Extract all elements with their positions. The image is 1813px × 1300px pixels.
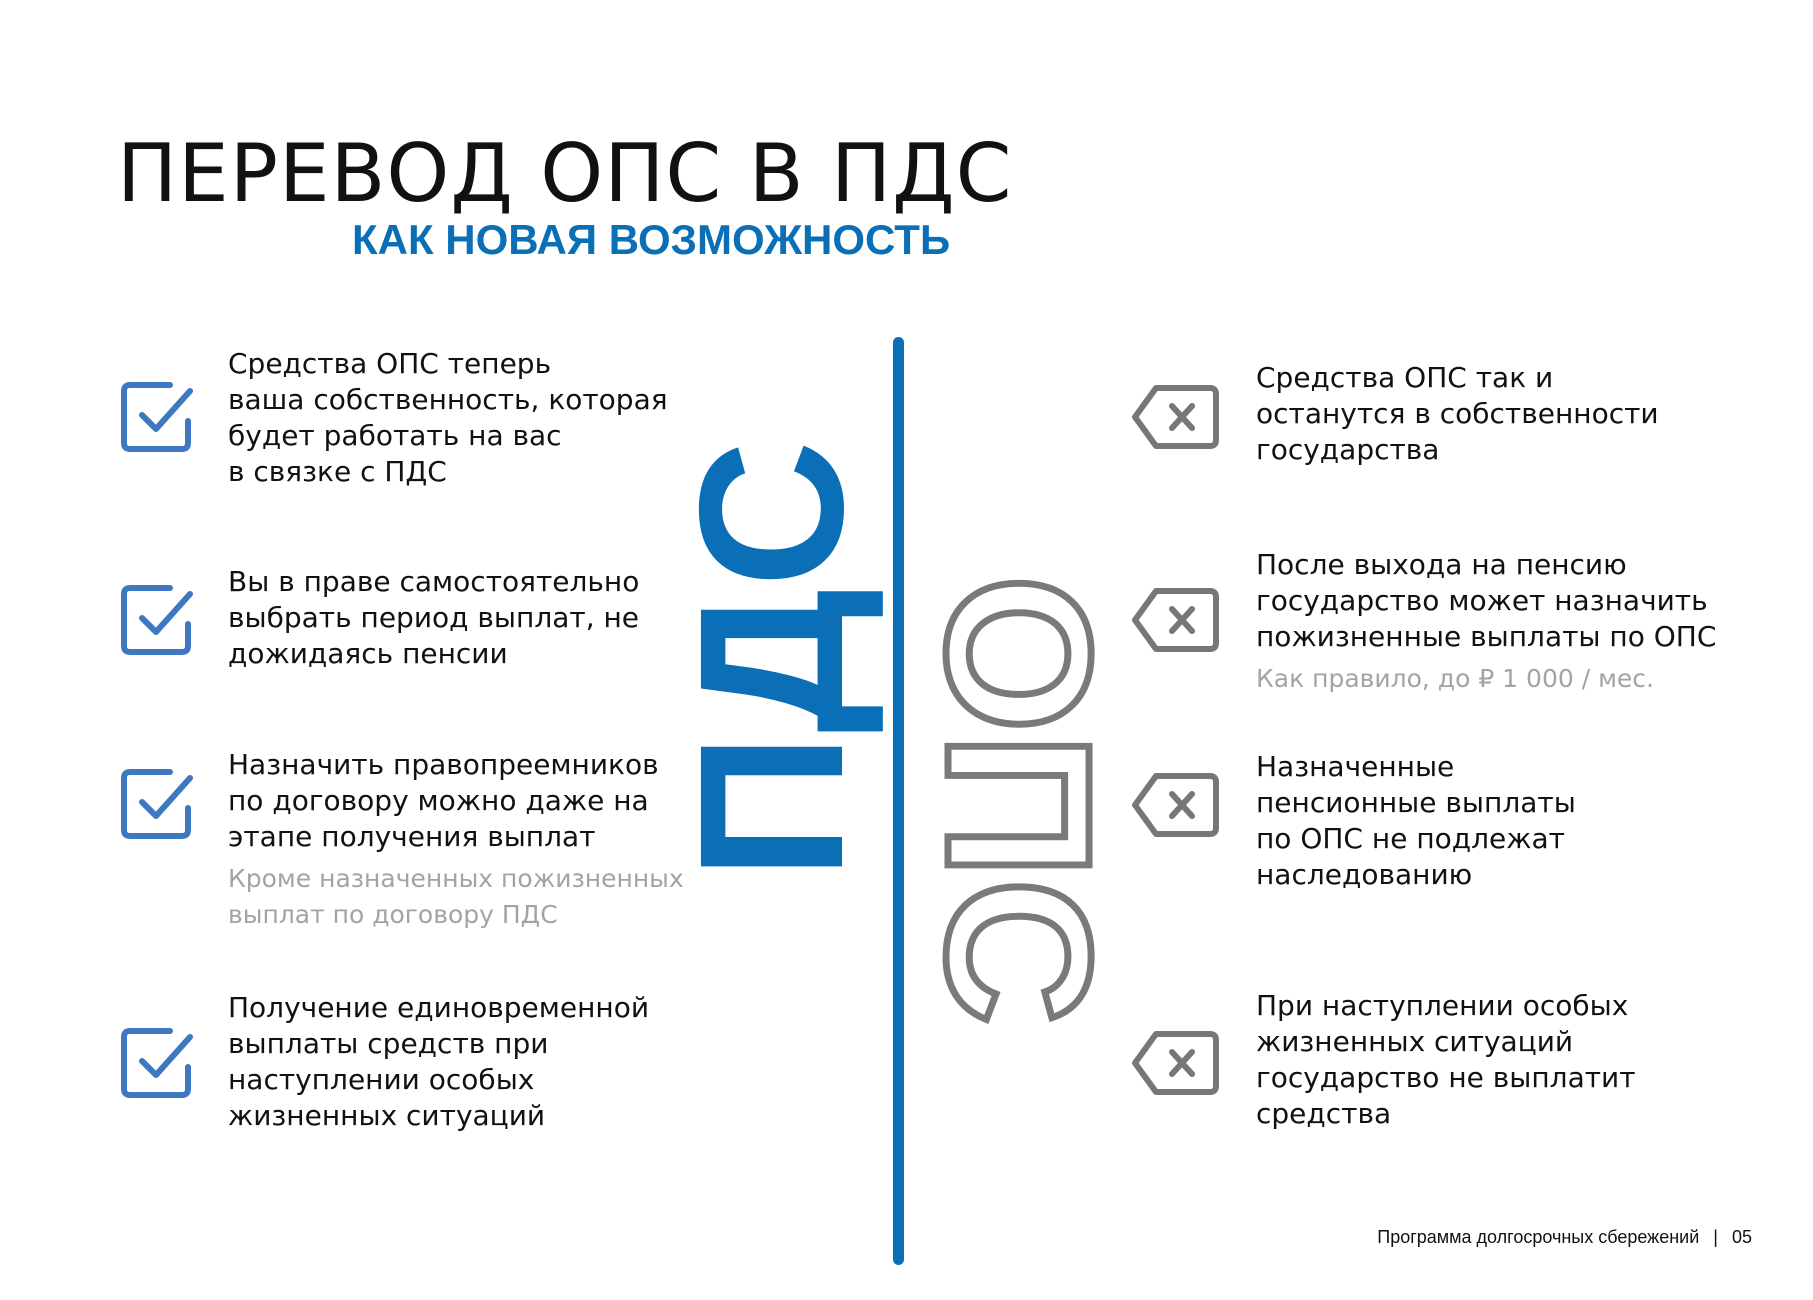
ops-item [1256,749,1796,893]
checkbox-check-icon [118,580,198,660]
page-number: 05 [1731,1227,1752,1247]
ops-item [1256,547,1796,697]
ops-item-text: При наступлении особых жизненных ситуаций государство не выплатит средства [1256,989,1636,1130]
center-divider [893,337,904,1265]
pds-vertical-label [657,420,886,890]
footer-separator: | [1713,1227,1718,1247]
footer-program-name: Программа долгосрочных сбережений [1377,1227,1700,1247]
page-subtitle: КАК НОВАЯ ВОЗМОЖНОСТЬ [352,216,951,263]
pds-item-note: Кроме назначенных пожизненных выплат по договору ПДС [228,864,684,929]
backspace-x-icon [1130,382,1222,452]
ops-item-text: Назначенные пенсионные выплаты по ОПС не подлежат наследованию [1256,750,1576,891]
ops-item [1256,988,1796,1132]
backspace-x-icon [1130,1028,1222,1098]
ops-item-text: Средства ОПС так и останутся в собственности государства [1256,361,1659,466]
pds-item-text: Получение единовременной выплаты средств при наступлении особых жизненных ситуаций [228,991,650,1132]
checkbox-check-icon [118,764,198,844]
checkbox-check-icon [118,377,198,457]
pds-label-text: ПДС [657,438,886,880]
ops-item-note: Как правило, до ₽ 1 000 / мес. [1256,664,1654,693]
backspace-x-icon [1130,770,1222,840]
pds-item-text: Вы в праве самостоятельно выбрать период выплат, не дожидаясь пенсии [228,565,640,670]
ops-item [1256,360,1796,468]
ops-vertical-label [904,565,1133,1035]
backspace-x-icon [1130,585,1222,655]
checkbox-check-icon [118,1023,198,1103]
pds-item [228,990,768,1134]
pds-item-text: Назначить правопреемников по договору можно даже на этапе получения выплат [228,748,659,853]
ops-label-text: ОПС [904,575,1133,1030]
page-footer [1377,1225,1752,1249]
pds-item-text: Средства ОПС теперь ваша собственность, которая будет работать на вас в связке с ПДС [228,347,668,488]
page-title: ПЕРЕВОД ОПС В ПДС [117,127,1013,220]
ops-item-text: После выхода на пенсию государство может назначить пожизненные выплаты по ОПС [1256,548,1717,653]
